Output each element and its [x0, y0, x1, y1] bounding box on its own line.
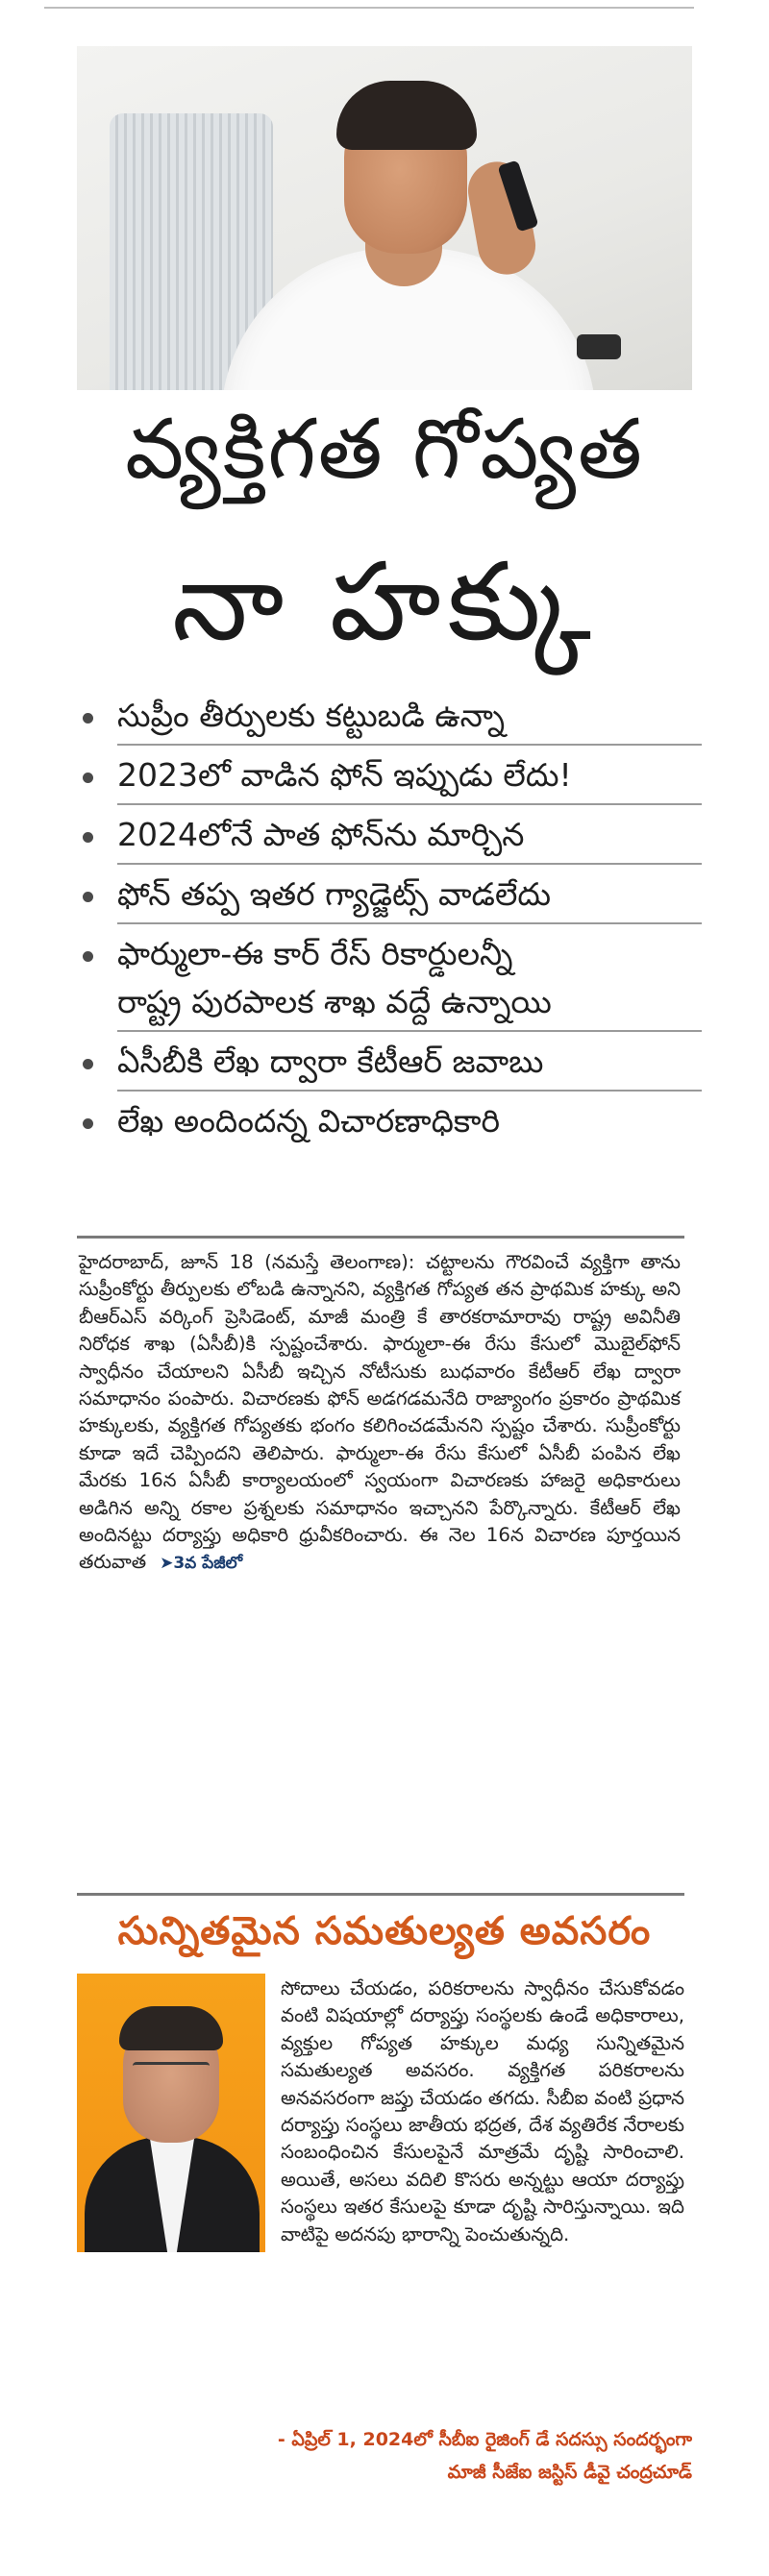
- article-body: [79, 1249, 681, 1578]
- sidebar-heading: సున్నితమైన సమతుల్యత అవసరం: [117, 1909, 652, 1953]
- bullet-item: ఫోన్ తప్ప ఇతర గ్యాడ్జెట్స్ వాడలేదు: [77, 871, 702, 924]
- glasses-icon: [133, 2062, 210, 2080]
- bullet-item: లేఖ అందిందన్న విచారణాధికారి: [77, 1097, 702, 1145]
- bullet-dot-icon: [83, 1118, 93, 1129]
- bullet-divider: [117, 1030, 702, 1032]
- bullet-dot-icon: [83, 1059, 93, 1069]
- headline-line-2: నా హక్కు: [171, 540, 598, 665]
- bullet-divider: [117, 922, 702, 924]
- sidebar-quote: సోదాలు చేయడం, పరికరాలను స్వాధీనం చేసుకోవడం వంటి విషయాల్లో దర్యాప్తు సంస్థలకు ఉండే అధికారాలు, వ్యక్తుల గోప్యత హక్కుల మధ్య సున్నితమైన సమతుల్యత అవసరం. వ్యక్తిగత పరికరాలను అనవసరంగా జప్తు చేయడం తగదు. సీబీఐ వంటి ప్రధాన దర్యాప్తు సంస్థలు జాతీయ భద్రత, దేశ వ్యతిరేక నేరాలకు సంబంధించిన కేసులపైనే మాత్రమే దృష్టి సారించాలి. అయితే, అసలు వదిలి కొసరు అన్నట్టు ఆయా దర్యాప్తు సంస్థలు ఇతర కేసులపై కూడా దృష్టి సారిస్తున్నాయి. ఇది వాటిపై అదనపు భారాన్ని పెంచుతున్నది.: [281, 1977, 684, 2245]
- bullet-dot-icon: [83, 832, 93, 843]
- article-text: హైదరాబాద్, జూన్ 18 (నమస్తే తెలంగాణ): చట్టాలను గౌరవించే వ్యక్తిగా తాను సుప్రీంకోర్టు తీర్పులకు లోబడి ఉన్నానని, వ్యక్తిగత గోప్యత తన ప్రాథమిక హక్కు అని బీఆర్ఎస్ వర్కింగ్ ప్రెసిడెంట్, మాజీ మంత్రి కే తారకరామారావు రాష్ట్ర అవినీతి నిరోధక శాఖ (ఏసీబీ)కి స్పష్టంచేశారు. ఫార్ములా-ఈ రేసు కేసులో మొబైల్‌ఫోన్ స్వాధీనం చేయాలని ఏసీబీ ఇచ్చిన నోటీసుకు బుధవారం కేటీఆర్ లేఖ ద్వారా సమాధానం పంపారు. విచారణకు ఫోన్ అడగడమనేది రాజ్యాంగం ప్రకారం ప్రాథమిక హక్కులకు, వ్యక్తిగత గోప్యతకు భంగం కలిగించడమేనని స్పష్టం చేశారు. సుప్రీంకోర్టు కూడా ఇదే చెప్పిందని తెలిపారు. ఫార్ములా-ఈ రేసు కేసులో ఏసీబీ పంపిన లేఖ మేరకు 16న ఏసీబీ కార్యాలయంలో స్వయంగా విచారణకు హాజరై అధికారులు అడిగిన అన్ని రకాల ప్రశ్నలకు సమాధానం ఇచ్చానని పేర్కొన్నారు. కేటీఆర్ లేఖ అందినట్టు దర్యాప్తు అధికారి ధ్రువీకరించారు. ఈ నెల 16న విచారణ పూర్తయిన తరువాత: [79, 1251, 681, 1574]
- bullet-item: 2023లో వాడిన ఫోన్ ఇప్పుడు లేదు!: [77, 751, 702, 805]
- lead-photo: [77, 46, 692, 390]
- bullet-divider: [117, 803, 702, 805]
- headline-line-1: వ్యక్తిగత గోప్యత: [125, 402, 644, 498]
- top-rule: [44, 7, 694, 9]
- bullet-dot-icon: [83, 773, 93, 783]
- continued-on-page-link[interactable]: ➤3వ పేజీలో: [160, 1554, 243, 1574]
- bullet-divider: [117, 1090, 702, 1092]
- portrait-photo: [77, 1974, 265, 2252]
- bullet-divider: [117, 863, 702, 865]
- section-divider: [77, 1893, 684, 1896]
- bullet-dot-icon: [83, 713, 93, 724]
- attribution-line-2: మాజీ సీజేఐ జస్టిస్ డీవై చంద్రచూడ్: [447, 2462, 692, 2483]
- bullet-divider: [117, 744, 702, 746]
- section-divider: [77, 1236, 684, 1239]
- bullet-item: ఏసీబీకి లేఖ ద్వారా కేటీఆర్ జవాబు: [77, 1038, 702, 1092]
- bullet-item: ఫార్ములా-ఈ కార్ రేస్ రికార్డులన్నీ రాష్ట్ర పురపాలక శాఖ వద్దే ఉన్నాయి: [77, 930, 702, 1032]
- bullet-item: 2024లోనే పాత ఫోన్‌ను మార్చిన: [77, 811, 702, 865]
- bullet-list: [77, 692, 702, 1145]
- attribution-line-1: - ఏప్రిల్ 1, 2024లో సీబీఐ రైజింగ్ డే సదస్సు సందర్భంగా: [277, 2429, 692, 2450]
- wristwatch: [577, 334, 621, 359]
- bullet-dot-icon: [83, 892, 93, 902]
- bullet-dot-icon: [83, 951, 93, 962]
- bullet-item: సుప్రీం తీర్పులకు కట్టుబడి ఉన్నా: [77, 692, 702, 746]
